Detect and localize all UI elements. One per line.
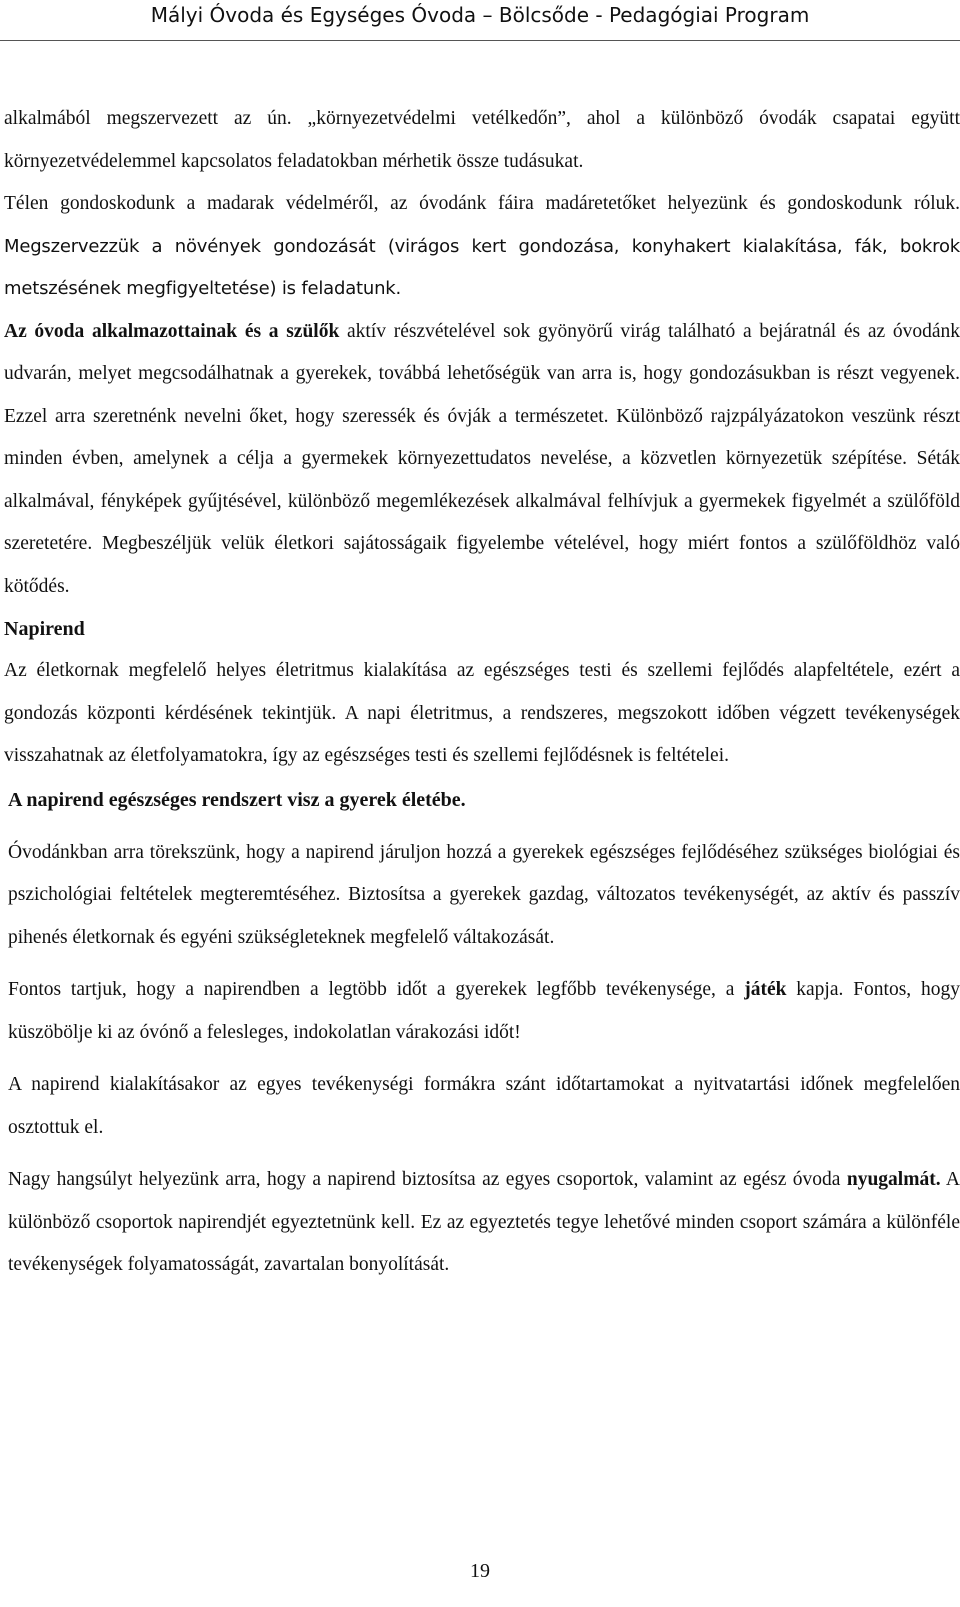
paragraph-parents-text: aktív részvételével sok gyönyörű virág található a bejáratnál és az óvodánk udvarán, melyet megcsodálhatnak a gyerekek, továbbá lehetőségük van arra is, hogy gondozásukban is részt vegyenek. Ezzel arra szeretnénk nevelni őket, hogy szeressék és óvják a természetet. Különböző rajzpályázatokon veszünk részt minden évben, amelynek a célja a gyermekek környezettudatos nevelése, a közvetlen környezetük szépítése. Séták alkalmával, fényképek gyűjtésével, különböző megemlékezések alkalmával felhívjuk a gyermekek figyelmét a szülőföld szeretetére. Megbeszéljük velük életkori sajátosságaik figyelembe vételével, hogy miért fontos a szülőföldhöz való kötődés.: [4, 320, 960, 597]
header-divider: [0, 40, 960, 41]
paragraph-calm: [4, 1159, 960, 1287]
paragraph-play: [4, 969, 960, 1054]
paragraph-play-text-b: kapja. Fontos, hogy küszöbölje ki az óvónő a felesleges, indokolatlan várakozási időt!: [8, 979, 960, 1043]
paragraph-play-bold: játék: [744, 979, 787, 1000]
paragraph-birds: Télen gondoskodunk a madarak védelméről, az óvodánk fáira madáretetőket helyezünk és gondoskodunk róluk.: [4, 193, 960, 214]
paragraph-schedule: A napirend kialakításakor az egyes tevékenységi formákra szánt időtartamokat a nyitvatartási időnek megfelelően osztottuk el.: [8, 1074, 960, 1138]
paragraph-contest: alkalmából megszervezett az ún. „környezetvédelmi vetélkedőn”, ahol a különböző óvodák csapatai együtt környezetvédelemmel kapcsolatos feladatokban mérhetik össze tudásukat.: [4, 108, 960, 172]
paragraph-life-rhythm: Az életkornak megfelelő helyes életritmus kialakítása az egészséges testi és szellemi fejlődés alapfeltétele, ezért a gondozás központi kérdésének tekintjük. A napi életritmus, a rendszeres, megszokott időben végzett tevékenységek visszahatnak az életfolyamatokra, így az egészséges testi és szellemi fejlődésnek is feltételei.: [4, 660, 960, 766]
paragraph-calm-text-a: Nagy hangsúlyt helyezünk arra, hogy a napirend biztosítsa az egyes csoportok, valamint az egész óvoda: [8, 1169, 847, 1190]
paragraph-calm-text-b: A különböző csoportok napirendjét egyeztetnünk kell. Ez az egyeztetés tegye lehetővé minden csoport számára a különféle tevékenységek folyamatosságát, zavartalan bonyolítását.: [8, 1169, 960, 1275]
page-header: [0, 0, 960, 40]
section-title-napirend: Napirend: [4, 618, 85, 640]
paragraph-parents: [4, 311, 960, 609]
paragraph-winter-care: [4, 183, 960, 311]
paragraph-aims: Óvodánkban arra törekszünk, hogy a napirend járuljon hozzá a gyerekek egészséges fejlődéséhez szükséges biológiai és pszichológiai feltételek megteremtéséhez. Biztosítsa a gyerekek gazdag, változatos tevékenységét, az aktív és passzív pihenés életkornak és egyéni szükségleteknek megfelelő váltakozását.: [8, 841, 960, 948]
paragraph-plants: Megszervezzük a növények gondozását (virágos kert gondozása, konyhakert kialakítása, fák, bokrok metszésének megfigyeltetése) is feladatunk.: [4, 235, 960, 299]
paragraph-play-text-a: Fontos tartjuk, hogy a napirendben a legtöbb időt a gyerekek legfőbb tevékenysége, a: [8, 979, 745, 1000]
bold-statement: A napirend egészséges rendszert visz a gyerek életébe.: [8, 788, 466, 811]
header-title: Mályi Óvoda és Egységes Óvoda – Bölcsőde - Pedagógiai Program: [150, 3, 810, 27]
page-number: 19: [470, 1560, 490, 1582]
paragraph-parents-bold: Az óvoda alkalmazottainak és a szülők: [4, 320, 340, 342]
paragraph-calm-bold: nyugalmát.: [846, 1169, 941, 1190]
document-body: [4, 98, 960, 1287]
